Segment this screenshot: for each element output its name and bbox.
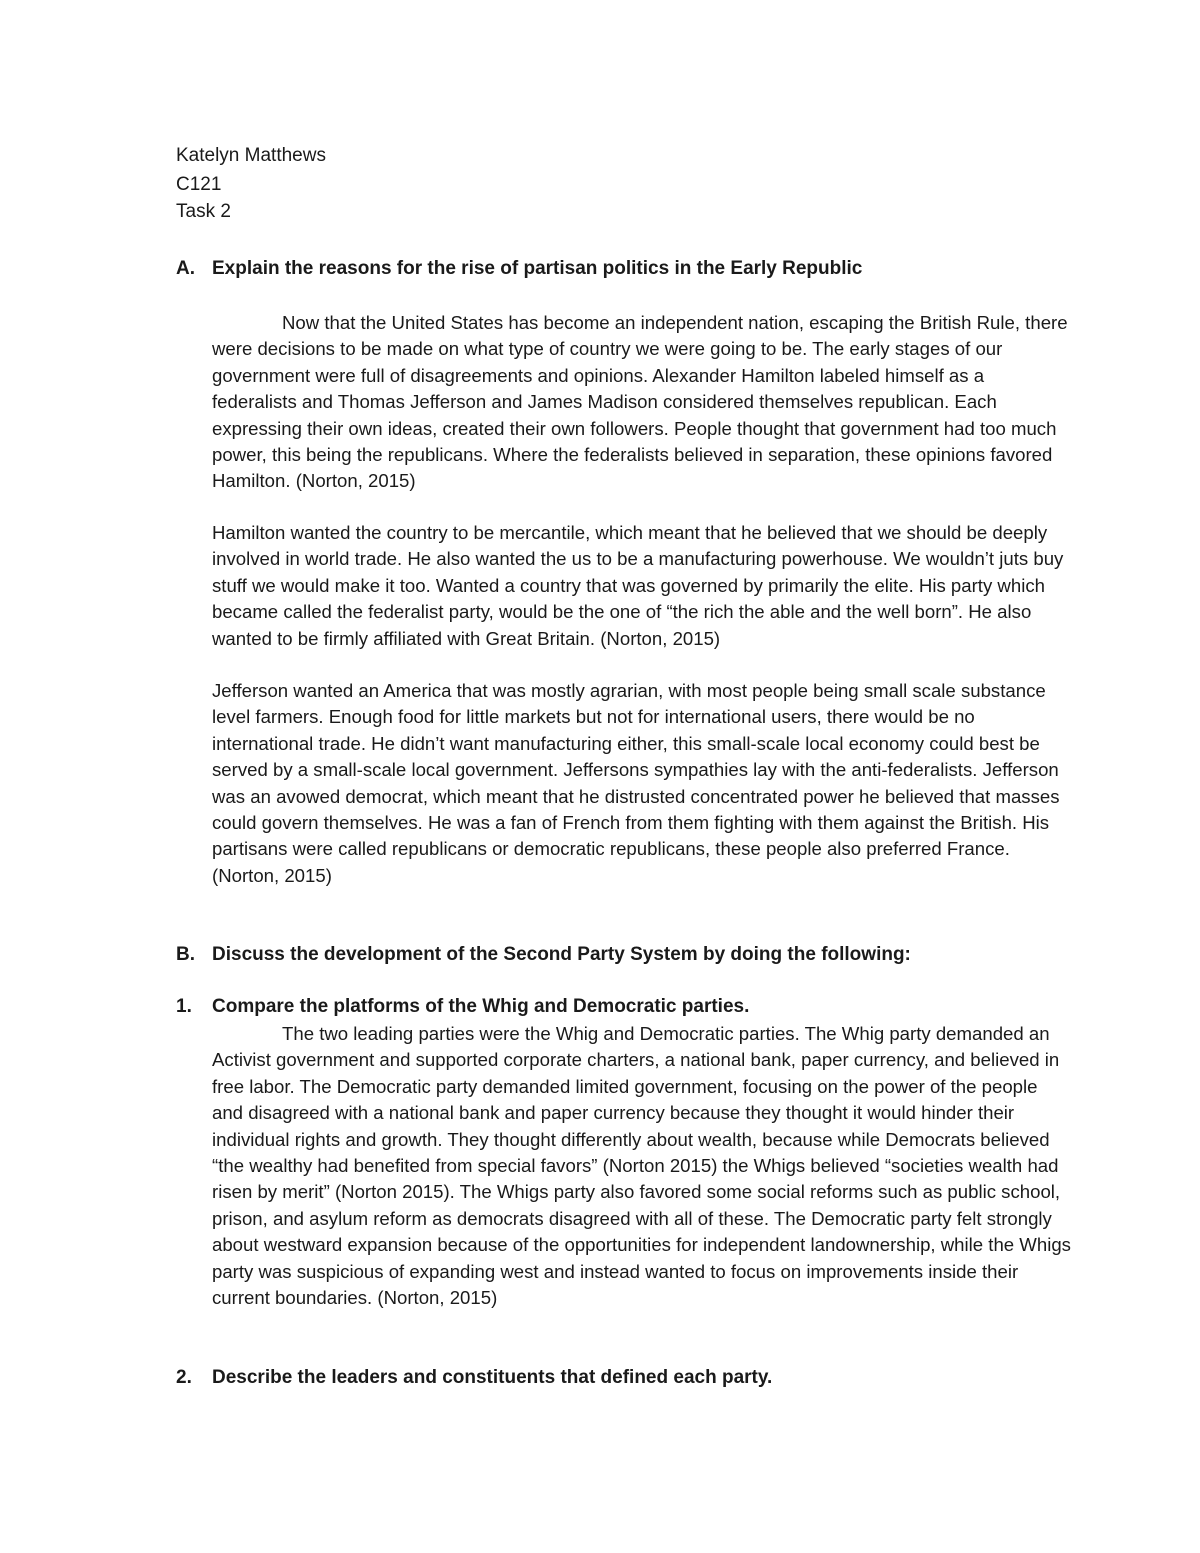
item-2-heading: Describe the leaders and constituents that defined each party. (212, 1367, 773, 1388)
item-2-marker: 2. (176, 1367, 192, 1388)
author-name: Katelyn Matthews (176, 145, 326, 166)
section-a-paragraph-3 (212, 678, 1072, 889)
section-b-marker: B. (176, 944, 195, 965)
paragraph-text: The two leading parties were the Whig and Democratic parties. The Whig party demanded an Activist government and supported corporate charters, a national bank, paper currency, and believed in free labor. The Democratic party demanded limited government, focusing on the power of the people and disagreed with a national bank and paper currency because they thought it would hinder their individual rights and growth. They thought differently about wealth, because while Democrats believed “the wealthy had benefited from special favors” (Norton 2015) the Whigs believed “societies wealth had risen by merit” (Norton 2015). The Whigs party also favored some social reforms such as public school, prison, and asylum reform as democrats disagreed with all of these. The Democratic party felt strongly about westward expansion because of the opportunities for independent landownership, while the Whigs party was suspicious of expanding west and instead wanted to focus on improvements inside their current boundaries. (Norton, 2015) (212, 1023, 1071, 1309)
task-label: Task 2 (176, 201, 231, 222)
item-1-marker: 1. (176, 996, 192, 1017)
section-a-paragraph-1 (212, 310, 1072, 495)
section-b-heading: Discuss the development of the Second Party System by doing the following: (212, 944, 911, 965)
section-a-paragraph-2 (212, 520, 1072, 652)
paragraph-text: Jefferson wanted an America that was mostly agrarian, with most people being small scale substance level farmers. Enough food for little markets but not for international users, there would be no international trade. He didn’t want manufacturing either, this small-scale local economy could best be served by a small-scale local government. Jeffersons sympathies lay with the anti-federalists. Jefferson was an avowed democrat, which meant that he distrusted concentrated power he believed that masses could govern themselves. He was a fan of French from them fighting with them against the British. His partisans were called republicans or democratic republicans, these people also preferred France. (Norton, 2015) (212, 680, 1060, 886)
course-code: C121 (176, 174, 222, 195)
section-a-marker: A. (176, 258, 195, 279)
paragraph-text: Now that the United States has become an independent nation, escaping the British Rule, there were decisions to be made on what type of country we were going to be. The early stages of our government were full of disagreements and opinions. Alexander Hamilton labeled himself as a federalists and Thomas Jefferson and James Madison considered themselves republican. Each expressing their own ideas, created their own followers. People thought that government had too much power, this being the republicans. Where the federalists believed in separation, these opinions favored Hamilton. (Norton, 2015) (212, 312, 1068, 492)
item-1-heading: Compare the platforms of the Whig and Democratic parties. (212, 996, 750, 1017)
item-1-paragraph (212, 1021, 1072, 1311)
section-a-heading: Explain the reasons for the rise of partisan politics in the Early Republic (212, 258, 863, 279)
paragraph-text: Hamilton wanted the country to be mercantile, which meant that he believed that we should be deeply involved in world trade. He also wanted the us to be a manufacturing powerhouse. We wouldn’t juts buy stuff we would make it too. Wanted a country that was governed by primarily the elite. His party which became called the federalist party, would be the one of “the rich the able and the well born”. He also wanted to be firmly affiliated with Great Britain. (Norton, 2015) (212, 522, 1064, 649)
